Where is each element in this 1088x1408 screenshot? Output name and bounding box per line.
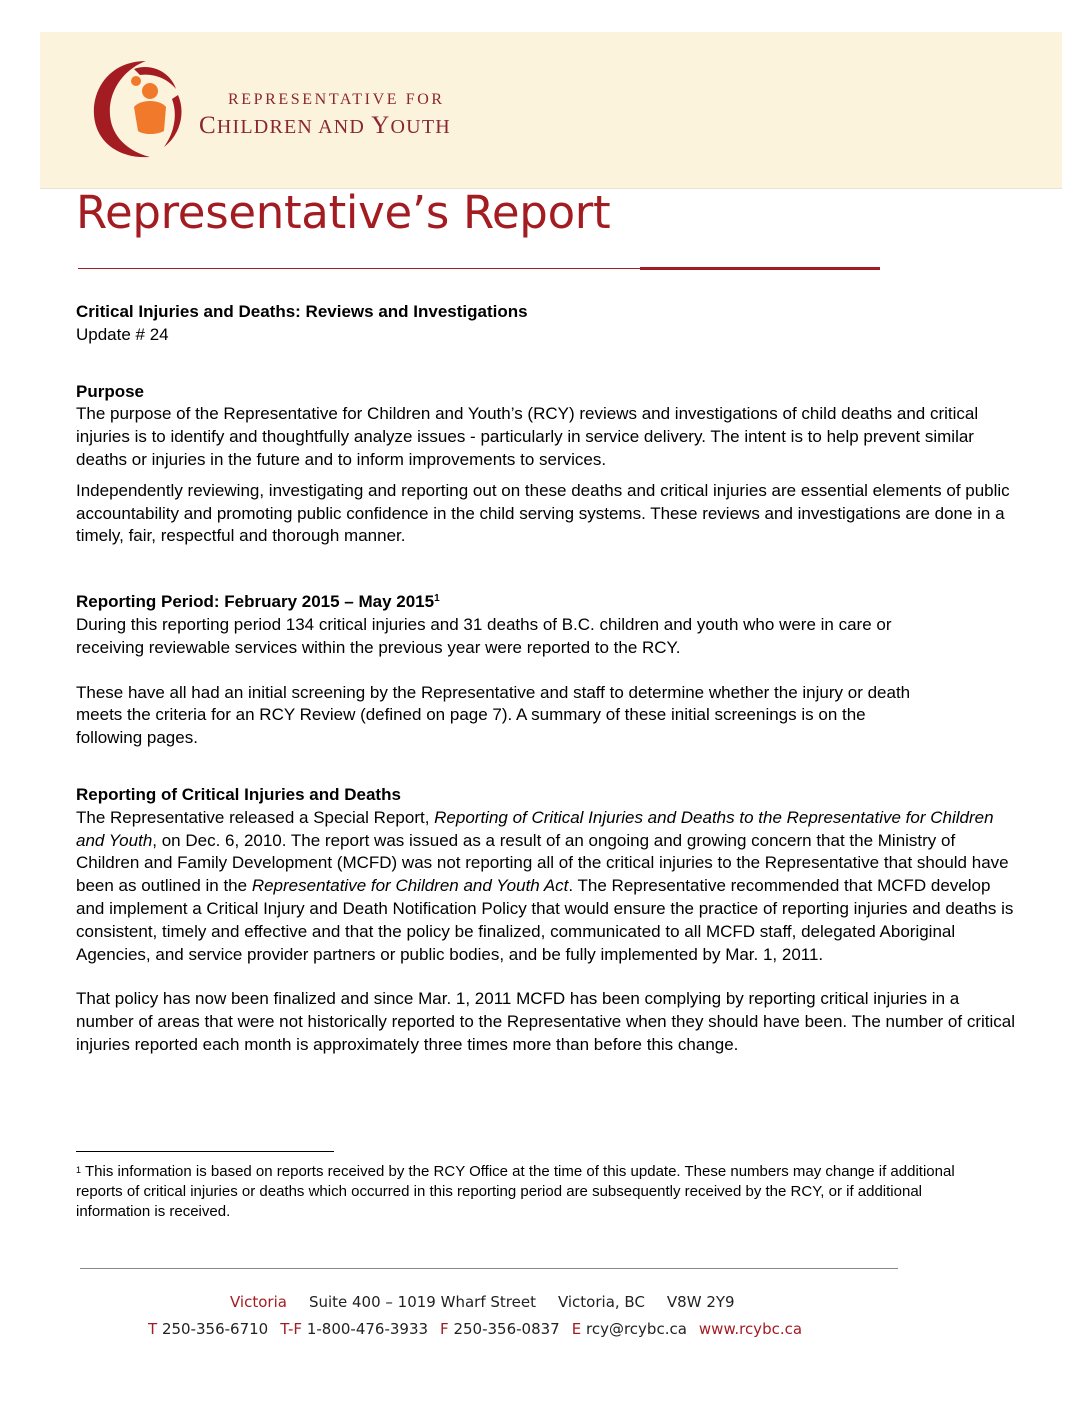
reporting-period-paragraph-2: These have all had an initial screening by the Representative and staff to determine whether the injury or death meets the criteria for an RCY Review (defined on page 7). A summary of these initial screenings is on the following pages.: [76, 682, 911, 748]
rcy-logo-icon: [88, 55, 188, 161]
footer-contact: T 250-356-6710 T-F 1-800-476-3933 F 250-356-0837 E rcy@rcybc.ca www.rcybc.ca: [148, 1320, 803, 1338]
update-number: Update # 24: [76, 324, 169, 344]
footer-website-link[interactable]: www.rcybc.ca: [698, 1320, 803, 1338]
title-rule-accent: [640, 267, 880, 270]
section-heading-reporting-critical: Reporting of Critical Injuries and Deaths: [76, 784, 401, 804]
purpose-paragraph-1: The purpose of the Representative for Children and Youth’s (RCY) reviews and investigations of child deaths and critical injuries is to identify and thoughtfully analyze issues - particularly in service delivery. The intent is to help prevent similar deaths or injuries in the future and to inform improvements to services.: [76, 404, 979, 469]
footnote-reference[interactable]: 1: [434, 593, 440, 605]
org-name-line2: CHILDREN AND YOUTH: [199, 112, 451, 139]
reporting-critical-paragraph-2: That policy has now been finalized and since Mar. 1, 2011 MCFD has been complying by reporting critical injuries in a number of areas that were not historically reported to the Representative when they should have been. The number of critical injuries reported each month is approximately three times more than before this change.: [76, 989, 1015, 1054]
purpose-paragraph-2: Independently reviewing, investigating and reporting out on these deaths and critical injuries are essential elements of public accountability and promoting public confidence in the child serving systems. These reviews and investigations are done in a timely, fair, respectful and thorough manner.: [76, 480, 1010, 546]
footer-postal-code: V8W 2Y9: [666, 1293, 735, 1311]
footer-rule: [80, 1268, 898, 1269]
footer-email-link[interactable]: rcy@rcybc.ca: [586, 1320, 687, 1338]
footer-city: Victoria: [230, 1293, 287, 1311]
reporting-critical-paragraph-1: The Representative released a Special Report, Reporting of Critical Injuries and Deaths to the Representative for Children and Youth, on Dec. 6, 2010. The report was issued as a result of an ongoing and growing concern that the Ministry of Children and Family Development (MCFD) was not reporting all of the critical injuries to the Representative that should have been as outlined in the Representative for Children and Youth Act. The Representative recommended that MCFD develop and implement a Critical Injury and Death Notification Policy that would ensure the practice of reporting injuries and deaths is consistent, timely and effective and that the policy be finalized, communicated to all MCFD staff, delegated Aboriginal Agencies, and service provider partners or public bodies, and be fully implemented by Mar. 1, 2011.: [76, 807, 1014, 964]
report-title: Representative’s Report: [76, 186, 611, 239]
footnote-text: This information is based on reports received by the RCY Office at the time of this update. These numbers may change if additional reports of critical injuries or deaths which occurred in this reporting period are subsequently received by the RCY, or if additional information is received.: [76, 1163, 955, 1220]
section-heading-reporting-period: Reporting Period: February 2015 – May 2015$^1$: [76, 592, 440, 612]
footer-address: [230, 1293, 735, 1311]
footnote-rule: [76, 1151, 334, 1152]
footer-fax: 250-356-0837: [453, 1320, 560, 1338]
footer-toll-free: 1-800-476-3933: [306, 1320, 429, 1338]
footer-street: Suite 400 – 1019 Wharf Street: [308, 1293, 536, 1311]
footnote: [76, 1162, 976, 1222]
footer-phone: 250-356-6710: [161, 1320, 269, 1338]
reporting-period-paragraph-1: During this reporting period 134 critical injuries and 31 deaths of B.C. children and youth who were in care or receiving reviewable services within the previous year were reported to the RCY.: [76, 614, 892, 657]
section-heading-purpose: Purpose: [76, 381, 145, 401]
report-body: [76, 301, 1016, 1057]
footer-city-province: Victoria, BC: [557, 1293, 645, 1311]
org-name-line1: REPRESENTATIVE FOR: [228, 91, 445, 108]
section-heading-critical-injuries: Critical Injuries and Deaths: Reviews and Investigations: [76, 302, 528, 321]
footnote-mark: 1: [76, 1165, 82, 1175]
header-band: [40, 32, 1062, 189]
